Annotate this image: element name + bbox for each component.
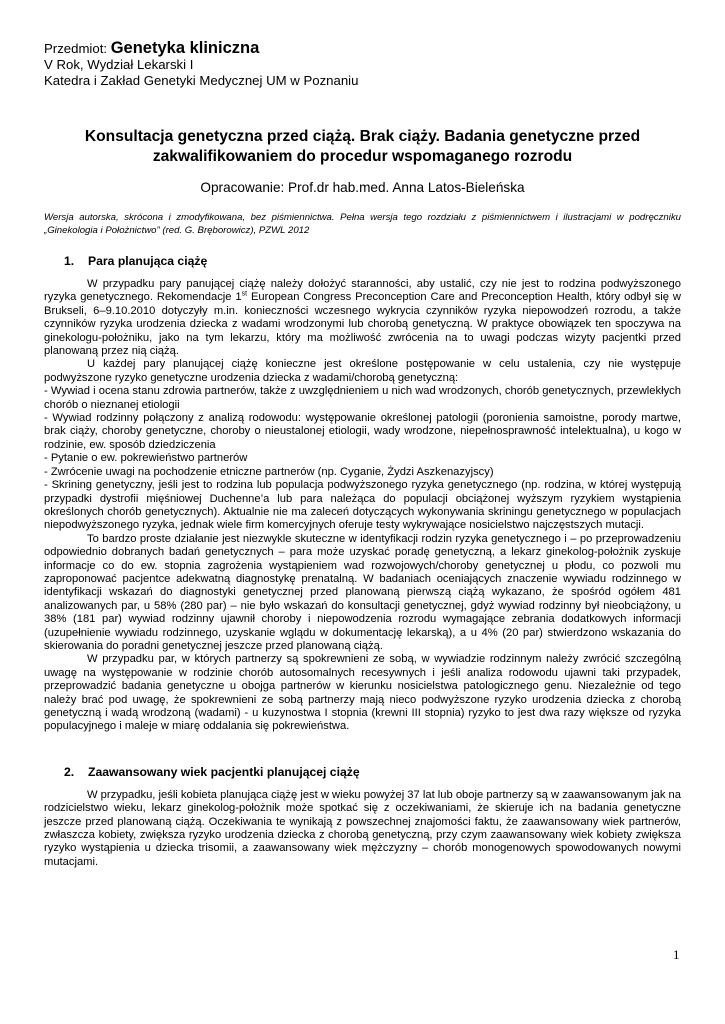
section-heading bbox=[64, 253, 681, 269]
superscript: st bbox=[241, 290, 248, 298]
list-item: - Zwrócenie uwagi na pochodzenie etniczne partnerów (np. Cyganie, Żydzi Aszkenazyjscy) bbox=[44, 465, 494, 478]
section-body bbox=[44, 278, 681, 734]
paragraph-text: W przypadku pary panującej ciążę należy dołożyć staranności, aby ustalić, czy nie jest to rodzina podwyższonego ryzyka genetycznego. Rekomendacje 1 bbox=[44, 278, 681, 304]
document-title: Konsultacja genetyczna przed ciążą. Brak ciąży. Badania genetyczne przed zakwalifikowaniem do procedur wspomaganego rozrodu bbox=[84, 128, 641, 165]
section-body bbox=[44, 789, 681, 869]
section-title: Zaawansowany wiek pacjentki planującej ciążę bbox=[88, 764, 360, 779]
paragraph-text: European Congress Preconception Care and Preconception Health, który odbył się w Brukseli, 6–9.10.2010 dotyczyły m.in. konieczności wczesnego wykrycia czynników ryzyka niepowodzeń rozrodu, a także czynników ryzyka urodzenia dziecka z wadami wrodzonymi lub chorobą genetyczną. W praktyce obowiązek ten spoczywa na ginekologu-położniku, jako na tym lekarzu, który ma możliwość zwrócenia na to uwagi podczas wizyty pacjentki przed planowaną przez nią ciążą. bbox=[44, 291, 681, 358]
paragraph: U każdej pary planującej ciążę konieczne jest określone postępowanie w celu ustalenia, czy nie występuje podwyższone ryzyko genetyczne urodzenia dziecka z wadami/chorobą genetyczną: bbox=[44, 358, 681, 384]
course-header bbox=[44, 40, 681, 89]
page-number: 1 bbox=[673, 947, 680, 962]
paragraph: W przypadku, jeśli kobieta planująca ciążę jest w wieku powyżej 37 lat lub oboje partnerzy są w zaawansowanym jak na rodzicielstwo wieku, lekarz ginekolog-położnik może spotkać się z oczekiwaniami, że skieruje ich na badania genetyczne jeszcze przed planowaną ciążą. Oczekiwania te wynikają z powszechnej znajomości faktu, że zaawansowany wiek partnerów, zwłaszcza kobiety, zwiększa ryzyko urodzenia dziecka z chorobą genetyczną, przy czym zaawansowany wiek kobiety zwiększa ryzyko wystąpienia u dziecka trisomii, a zaawansowany wiek mężczyzny – chorób monogenowych spowodowanych nowymi mutacjami. bbox=[44, 788, 681, 868]
paragraph bbox=[44, 278, 681, 358]
department: Katedra i Zakład Genetyki Medycznej UM w Poznaniu bbox=[44, 73, 359, 88]
document-page bbox=[44, 40, 681, 869]
author-line: Opracowanie: Prof.dr hab.med. Anna Latos-Bieleńska bbox=[200, 180, 525, 195]
section-heading bbox=[64, 764, 681, 780]
paragraph: W przypadku par, w których partnerzy są spokrewnieni ze sobą, w wywiadzie rodzinnym należy zwrócić szczególną uwagę na występowanie w rodzinie chorób autosomalnych recesywnych i jeśli analiza rodowodu ujawni taki przypadek, przeprowadzić badania genetyczne u obojga partnerów w kierunku nosicielstwa patologicznego genu. Niezależnie od tego należy brać pod uwagę, że spokrewnieni ze sobą partnerzy mają nieco podwyższone ryzyko urodzenia dziecka z chorobą genetyczną i wadą wrodzoną (wadami) - u kuzynostwa I stopnia (krewni III stopnia) ryzyko to jest dwa razy większe od ryzyka populacyjnego i maleje w miarę oddalania się pokrewieństwa. bbox=[44, 653, 681, 733]
section-number: 2. bbox=[64, 764, 75, 779]
list-item: - Skrining genetyczny, jeśli jest to rodzina lub populacja podwyższonego ryzyka genetycznego (np. rodzina, w której występują przypadki dystrofii mięśniowej Duchenne’a lub para należąca do populacji obciążonej wyższym ryzykiem wystąpienia określonych chorób genetycznych). Aktualnie nie ma zaleceń dotyczących wykonywania skriningu genetycznego w populacjach niepodwyższonego ryzyka, jednak wiele firm komercyjnych oferuje testy wykrywające nosicielstwo najczęstszych mutacji. bbox=[44, 479, 681, 532]
list-item: - Wywiad i ocena stanu zdrowia partnerów, także z uwzględnieniem u nich wad wrodzonych, chorób genetycznych, przewlekłych chorób o nieznanej etiologii bbox=[44, 385, 681, 411]
subject-line bbox=[44, 40, 681, 57]
subject-name: Genetyka kliniczna bbox=[110, 39, 260, 57]
section-title: Para planująca ciążę bbox=[88, 254, 208, 268]
list-item: - Wywiad rodzinny połączony z analizą rodowodu: występowanie określonej patologii (poronienia samoistne, porody martwe, brak ciąży, choroby genetyczne, choroby o nieustalonej etiologii, wady wrodzone, niepełnosprawność intelektualna), u kogo w rodzinie, ew. sposób dziedziczenia bbox=[44, 412, 681, 451]
year-faculty: V Rok, Wydział Lekarski I bbox=[44, 57, 194, 72]
section-number: 1. bbox=[64, 254, 75, 268]
subject-label: Przedmiot: bbox=[44, 41, 108, 56]
version-note: Wersja autorska, skrócona i zmodyfikowana, bez piśmiennictwa. Pełna wersja tego rozdziału z piśmiennictwem i ilustracjami w podręczniku „Ginekologia i Położnictwo” (red. G. Bręborowicz), PZWL 2012 bbox=[44, 212, 681, 236]
paragraph: To bardzo proste działanie jest niezwykle skuteczne w identyfikacji rodzin ryzyka genetycznego i – po przeprowadzeniu odpowiednio dobranych badań genetycznych – para może uzyskać poradę genetyczną, a lekarz ginekolog-położnik zyskuje informacje co do ew. stopnia zagrożenia wystąpieniem wad rozwojowych/choroby genetycznej u płodu, co pozwoli mu zaproponować pacjentce adekwatną diagnostykę prenatalną. W badaniach oceniających znaczenie wywiadu rodzinnego w identyfikacji wskazań do diagnostyki genetycznej przed planowaną pierwszą ciążą wykazano, że spośród ogółem 481 analizowanych par, u 58% (280 par) – nie było wskazań do konsultacji genetycznej, gdyż wywiad rodzinny był nieobciążony, u 38% (181 par) wywiad rodzinny ujawnił choroby i niepowodzenia rozrodu wymagające zebrania dodatkowych informacji (uzupełnienie wywiadu rodzinnego, uzyskanie wglądu w dokumentację lekarską), a u 4% (20 par) stwierdzono wskazania do skierowania do poradni genetycznej jeszcze przed planowaną ciążą. bbox=[44, 532, 681, 652]
list-item: - Pytanie o ew. pokrewieństwo partnerów bbox=[44, 452, 248, 465]
